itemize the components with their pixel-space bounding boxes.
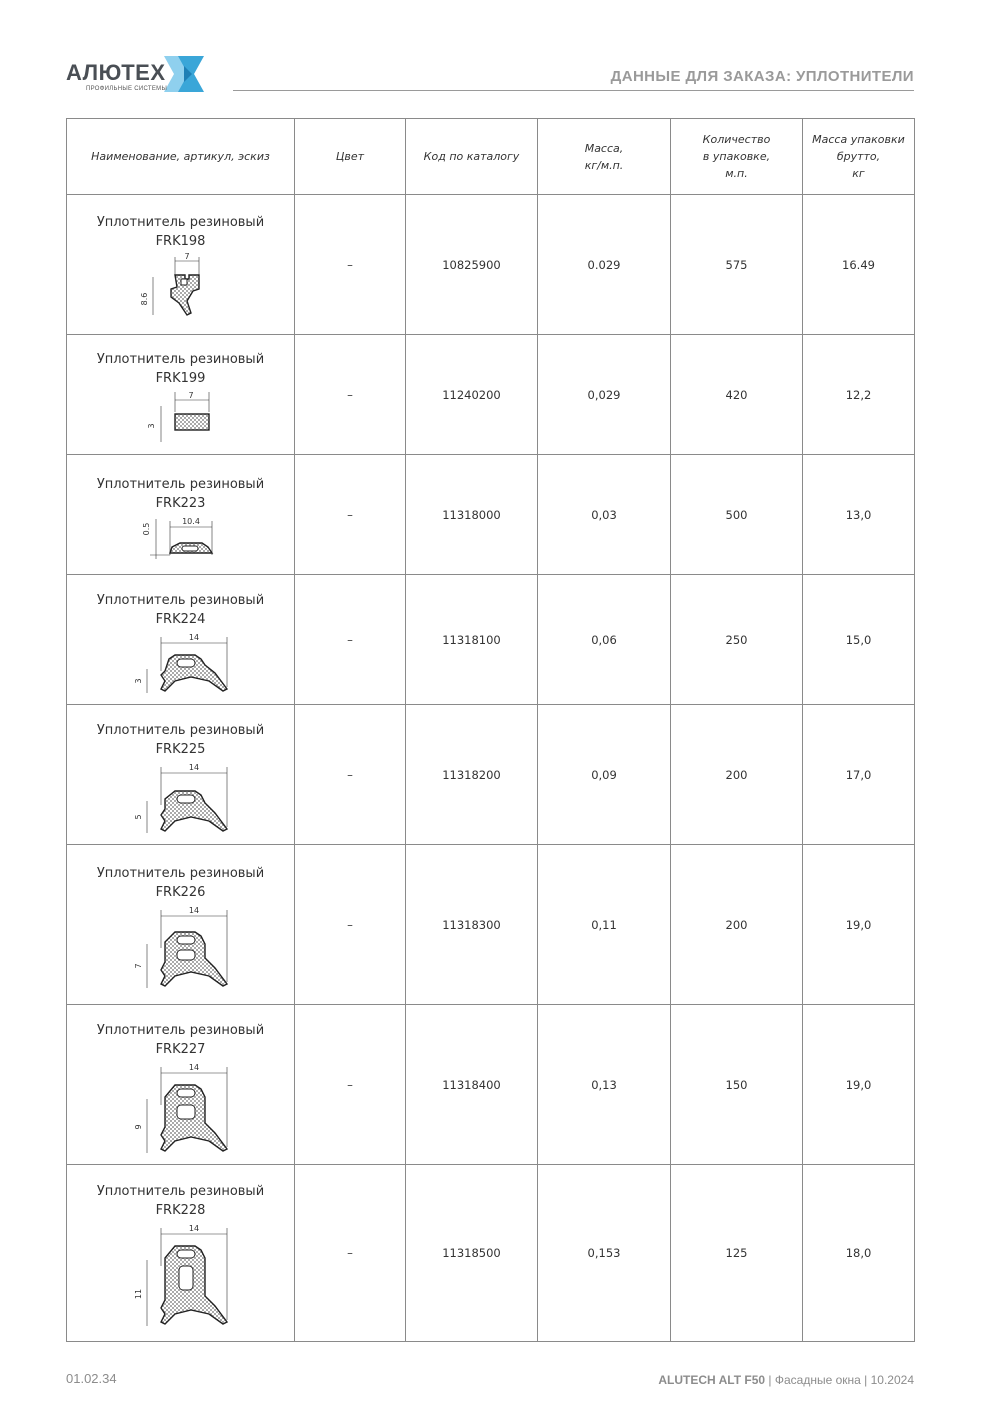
item-name: Уплотнитель резиновый: [96, 865, 265, 881]
col-header-quantity: Количество в упаковке, м.п.: [671, 119, 803, 195]
color-cell: –: [295, 455, 406, 575]
color-cell: –: [295, 845, 406, 1005]
gross-mass-cell: 12,2: [803, 335, 915, 455]
item-name: Уплотнитель резиновый: [96, 476, 265, 492]
item-code: FRK198: [155, 233, 206, 249]
table-header-row: [67, 119, 915, 195]
mass-cell: 0.029: [538, 195, 671, 335]
dim-height: 8.6: [139, 292, 149, 305]
gross-mass-cell: 19,0: [803, 845, 915, 1005]
item-name: Уплотнитель резиновый: [96, 351, 265, 367]
dim-height: 3: [133, 677, 143, 684]
catalog-code-cell: 11318000: [406, 455, 538, 575]
mass-cell: 0,153: [538, 1165, 671, 1342]
name-cell: [67, 705, 295, 845]
table-row: [67, 845, 915, 1005]
logo-subtitle: ПРОФИЛЬНЫЕ СИСТЕМЫ: [86, 86, 168, 92]
item-name: Уплотнитель резиновый: [96, 214, 265, 230]
mass-cell: 0,03: [538, 455, 671, 575]
profile-sketch-icon: [131, 631, 231, 697]
item-code: FRK225: [155, 741, 206, 757]
dim-height: 5: [133, 813, 143, 820]
footer-separator: |: [765, 1373, 775, 1387]
col-header-gross-mass: Масса упаковки брутто, кг: [803, 119, 915, 195]
color-cell: –: [295, 705, 406, 845]
quantity-cell: 125: [671, 1165, 803, 1342]
mass-cell: 0,06: [538, 575, 671, 705]
header-divider: [233, 90, 914, 91]
mass-cell: 0,09: [538, 705, 671, 845]
dim-width: 14: [188, 1224, 199, 1233]
quantity-cell: 575: [671, 195, 803, 335]
footer-separator: |: [860, 1373, 871, 1387]
footer-info: [658, 1373, 914, 1387]
profile-sketch-icon: [141, 253, 221, 325]
dim-height: 9: [133, 1123, 143, 1130]
profile-sketch-icon: [131, 761, 231, 837]
table-row: [67, 1005, 915, 1165]
color-cell: –: [295, 1005, 406, 1165]
page-number: 01.02.34: [66, 1371, 117, 1386]
footer-product: ALUTECH ALT F50: [658, 1373, 766, 1387]
logo-mark-icon: [164, 54, 206, 94]
page-title: ДАННЫЕ ДЛЯ ЗАКАЗА: УПЛОТНИТЕЛИ: [610, 68, 914, 85]
dim-width: 14: [188, 762, 199, 772]
item-code: FRK223: [155, 495, 206, 511]
catalog-code-cell: 11318100: [406, 575, 538, 705]
item-code: FRK199: [155, 370, 206, 386]
item-name: Уплотнитель резиновый: [96, 592, 265, 608]
name-cell: [67, 575, 295, 705]
quantity-cell: 420: [671, 335, 803, 455]
profile-sketch-icon: [131, 1222, 231, 1332]
dim-width: 7: [187, 390, 194, 400]
item-name: Уплотнитель резиновый: [96, 722, 265, 738]
name-cell: [67, 335, 295, 455]
gross-mass-cell: 15,0: [803, 575, 915, 705]
profile-sketch-icon: [136, 515, 226, 563]
name-cell: [67, 1005, 295, 1165]
gross-mass-cell: 18,0: [803, 1165, 915, 1342]
table-row: [67, 705, 915, 845]
dim-width: 10.4: [181, 516, 200, 526]
quantity-cell: 250: [671, 575, 803, 705]
gross-mass-cell: 19,0: [803, 1005, 915, 1165]
col-header-name: Наименование, артикул, эскиз: [67, 119, 295, 195]
table-row: [67, 455, 915, 575]
col-header-mass: Масса, кг/м.п.: [538, 119, 671, 195]
profile-sketch-icon: [141, 390, 221, 448]
item-name: Уплотнитель резиновый: [96, 1184, 265, 1199]
quantity-cell: 200: [671, 845, 803, 1005]
dim-width: 14: [188, 1062, 199, 1072]
dim-height: 3: [146, 422, 156, 429]
catalog-code-cell: 11318200: [406, 705, 538, 845]
name-cell: [67, 1165, 295, 1342]
gross-mass-cell: 13,0: [803, 455, 915, 575]
mass-cell: 0,11: [538, 845, 671, 1005]
mass-cell: 0,13: [538, 1005, 671, 1165]
name-cell: [67, 455, 295, 575]
color-cell: –: [295, 335, 406, 455]
dim-height: 11: [133, 1288, 143, 1300]
name-cell: [67, 845, 295, 1005]
quantity-cell: 150: [671, 1005, 803, 1165]
item-code: FRK227: [155, 1041, 206, 1057]
table-row: [67, 575, 915, 705]
catalog-code-cell: 11318500: [406, 1165, 538, 1342]
footer-date: 10.2024: [870, 1373, 914, 1387]
catalog-code-cell: 11240200: [406, 335, 538, 455]
color-cell: –: [295, 575, 406, 705]
catalog-code-cell: 11318400: [406, 1005, 538, 1165]
profile-sketch-icon: [131, 1061, 231, 1157]
quantity-cell: 500: [671, 455, 803, 575]
order-table: [66, 118, 915, 1342]
quantity-cell: 200: [671, 705, 803, 845]
dim-height: 0.5: [141, 522, 151, 535]
brand-logo: [66, 52, 216, 98]
dim-width: 7: [183, 251, 190, 261]
col-header-catalog-code: Код по каталогу: [406, 119, 538, 195]
catalog-code-cell: 10825900: [406, 195, 538, 335]
name-cell: [67, 195, 295, 335]
gross-mass-cell: 17,0: [803, 705, 915, 845]
color-cell: –: [295, 1165, 406, 1342]
logo-text: АЛЮТЕХ: [66, 60, 166, 85]
catalog-code-cell: 11318300: [406, 845, 538, 1005]
dim-height: 7: [133, 962, 143, 969]
item-name: Уплотнитель резиновый: [96, 1022, 265, 1038]
item-code: FRK226: [155, 884, 206, 900]
gross-mass-cell: 16.49: [803, 195, 915, 335]
table-row: [67, 195, 915, 335]
item-code: FRK224: [155, 611, 206, 627]
table-row: [67, 1165, 915, 1342]
mass-cell: 0,029: [538, 335, 671, 455]
dim-width: 14: [188, 905, 199, 915]
footer-section: Фасадные окна: [774, 1373, 861, 1387]
item-code: FRK228: [155, 1203, 206, 1218]
table-row: [67, 335, 915, 455]
dim-width: 14: [188, 632, 199, 642]
col-header-color: Цвет: [295, 119, 406, 195]
color-cell: –: [295, 195, 406, 335]
profile-sketch-icon: [131, 904, 231, 994]
